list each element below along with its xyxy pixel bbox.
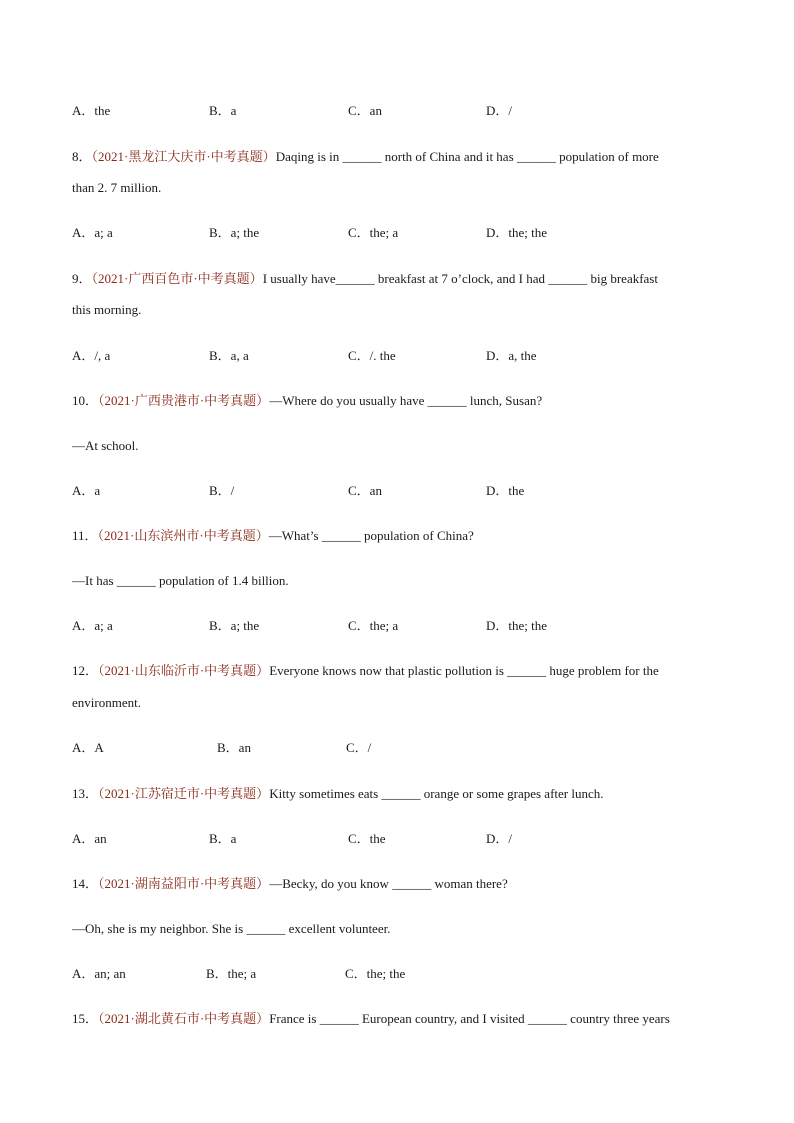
question-text: Kitty sometimes eats ______ orange or some grapes after lunch.	[269, 786, 604, 801]
option-d[interactable]: D．/	[486, 831, 513, 846]
question-12-stem-cont: environment.	[72, 695, 141, 710]
question-9-stem-cont: this morning.	[72, 302, 142, 317]
question-source: （2021·山东滨州市·中考真题）	[97, 528, 269, 543]
question-number: 15．	[72, 1011, 99, 1026]
option-b[interactable]: B．/	[209, 483, 235, 498]
question-number: 12．	[72, 663, 99, 678]
question-11-stem	[72, 528, 474, 544]
question-14-stem	[72, 876, 508, 892]
question-number: 13．	[72, 786, 99, 801]
option-d[interactable]: D．/	[486, 103, 513, 118]
question-number: 8．	[72, 149, 92, 164]
question-number: 14．	[72, 876, 99, 891]
option-b[interactable]: B．a; the	[209, 618, 260, 633]
question-9-stem	[72, 271, 658, 287]
option-c[interactable]: C．the	[348, 831, 386, 846]
question-number: 9．	[72, 271, 92, 286]
question-source: （2021·黑龙江大庆市·中考真题）	[91, 149, 276, 164]
question-8-stem-cont: than 2. 7 million.	[72, 180, 162, 195]
option-b[interactable]: B．a; the	[209, 225, 260, 240]
question-source: （2021·湖南益阳市·中考真题）	[98, 876, 270, 891]
question-source: （2021·山东临沂市·中考真题）	[98, 663, 270, 678]
question-number: 11．	[72, 528, 98, 543]
question-text: France is ______ European country, and I visited ______ country three years	[269, 1011, 670, 1026]
option-a[interactable]: A．a; a	[72, 618, 113, 633]
option-d[interactable]: D．the; the	[486, 225, 548, 240]
option-a[interactable]: A．the	[72, 103, 111, 118]
question-source: （2021·广西贵港市·中考真题）	[98, 393, 270, 408]
option-c[interactable]: C．the; a	[348, 618, 399, 633]
option-a[interactable]: A．A	[72, 740, 104, 755]
option-b[interactable]: B．a, a	[209, 348, 249, 363]
question-source: （2021·广西百色市·中考真题）	[91, 271, 263, 286]
option-b[interactable]: B．a	[209, 103, 237, 118]
option-c[interactable]: C．an	[348, 483, 382, 498]
question-14-stem-cont: —Oh, she is my neighbor. She is ______ excellent volunteer.	[72, 921, 391, 936]
option-a[interactable]: A．a; a	[72, 225, 113, 240]
option-c[interactable]: C．the; the	[345, 966, 406, 981]
question-source: （2021·江苏宿迁市·中考真题）	[98, 786, 270, 801]
option-c[interactable]: C．/	[346, 740, 372, 755]
option-c[interactable]: C．/. the	[348, 348, 396, 363]
question-13-stem	[72, 786, 604, 802]
question-15-stem	[72, 1011, 670, 1027]
question-text: Daqing is in ______ north of China and it has ______ population of more	[275, 149, 659, 164]
question-text: I usually have______ breakfast at 7 o’clock, and I had ______ big breakfast	[262, 271, 658, 286]
option-d[interactable]: D．a, the	[486, 348, 537, 363]
option-c[interactable]: C．the; a	[348, 225, 399, 240]
question-text: —What’s ______ population of China?	[268, 528, 474, 543]
option-b[interactable]: B．a	[209, 831, 237, 846]
option-d[interactable]: D．the; the	[486, 618, 548, 633]
option-c[interactable]: C．an	[348, 103, 382, 118]
option-b[interactable]: B．an	[217, 740, 251, 755]
question-number: 10．	[72, 393, 99, 408]
option-d[interactable]: D．the	[486, 483, 525, 498]
question-11-stem-cont: —It has ______ population of 1.4 billion.	[72, 573, 289, 588]
option-a[interactable]: A．a	[72, 483, 101, 498]
question-10-stem	[72, 393, 542, 409]
option-a[interactable]: A．an; an	[72, 966, 126, 981]
question-8-stem	[72, 149, 659, 165]
option-a[interactable]: A．/, a	[72, 348, 111, 363]
question-10-stem-cont: —At school.	[72, 438, 139, 453]
question-source: （2021·湖北黄石市·中考真题）	[98, 1011, 270, 1026]
question-12-stem	[72, 663, 659, 679]
question-text: —Becky, do you know ______ woman there?	[269, 876, 508, 891]
question-text: Everyone knows now that plastic pollution is ______ huge problem for the	[269, 663, 659, 678]
option-a[interactable]: A．an	[72, 831, 107, 846]
question-text: —Where do you usually have ______ lunch, Susan?	[269, 393, 543, 408]
option-b[interactable]: B．the; a	[206, 966, 257, 981]
